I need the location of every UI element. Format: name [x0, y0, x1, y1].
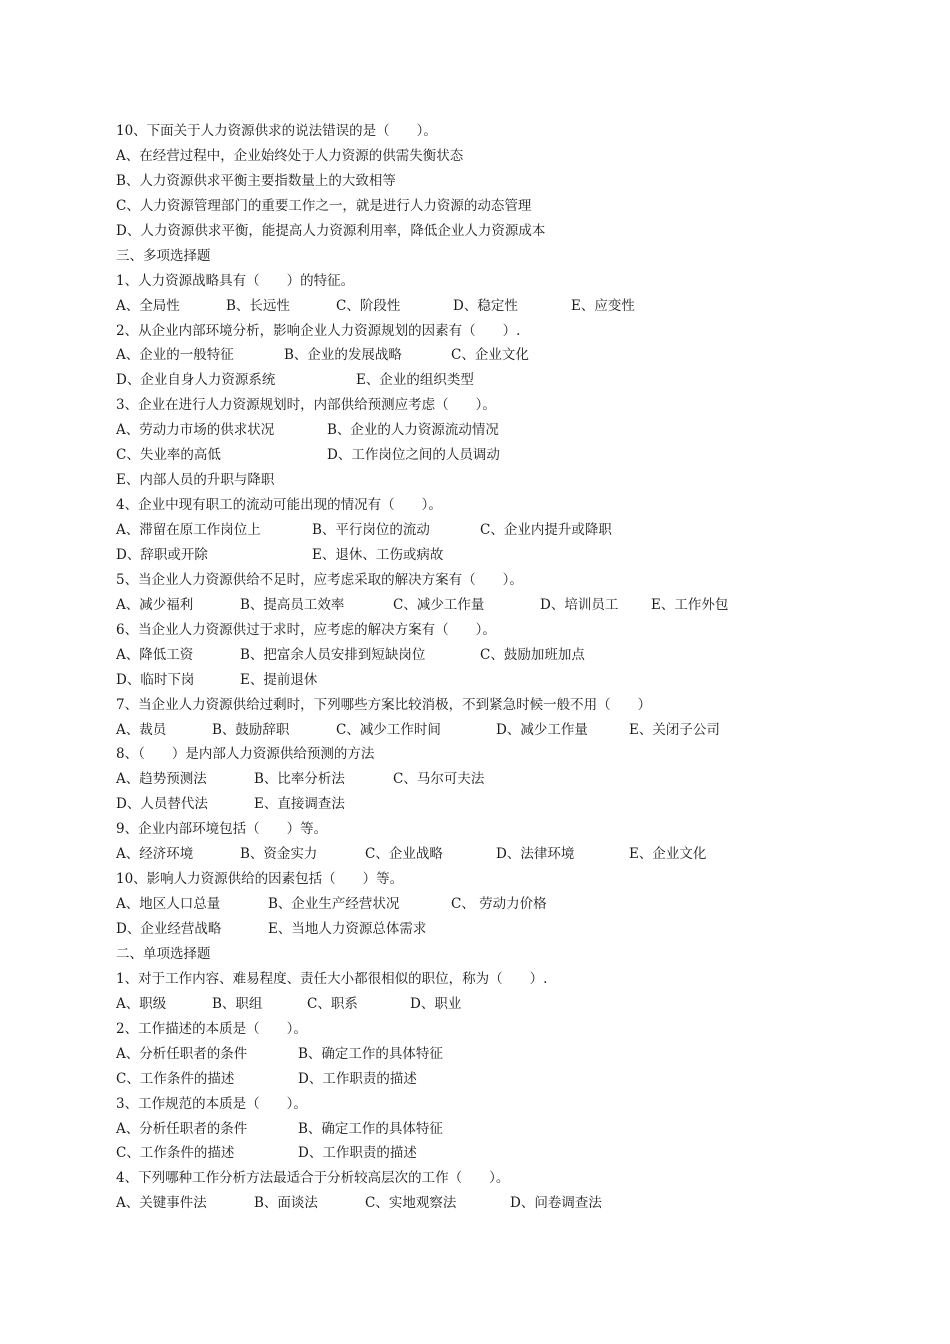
question-text: 10、下面关于人力资源供求的说法错误的是（ ）。 [116, 123, 437, 139]
answer-options-line [116, 518, 836, 543]
answer-options-line [116, 842, 836, 867]
question-text: 4、企业中现有职工的流动可能出现的情况有（ ）。 [116, 497, 442, 514]
option-text: C、阶段性 [336, 297, 401, 314]
option-text: D、企业经营战略 [116, 921, 222, 937]
section-heading: 二、单项选择题 [116, 945, 211, 962]
option-text: B、鼓励辞职 [212, 721, 290, 738]
option-text: B、把富余人员安排到短缺岗位 [240, 646, 426, 663]
option-text: C、减少工作时间 [336, 721, 441, 738]
option-text: B、企业的发展战略 [284, 347, 402, 364]
question-text-line [116, 867, 836, 892]
option-text: A、趋势预测法 [116, 771, 207, 788]
question-text-line [116, 1166, 836, 1191]
question-text-line [116, 493, 836, 518]
answer-options-line [116, 792, 836, 817]
option-text: A、经济环境 [116, 846, 194, 863]
option-text: A、降低工资 [116, 646, 194, 663]
option-text: C、工作条件的描述 [116, 1145, 235, 1162]
answer-options-line [116, 194, 836, 219]
option-text: A、裁员 [116, 721, 167, 738]
answer-options-line [116, 1191, 836, 1216]
option-text: D、工作职责的描述 [298, 1145, 417, 1162]
answer-options-line [116, 1042, 836, 1067]
question-text: 1、人力资源战略具有（ ）的特征。 [116, 272, 355, 289]
option-text: C、企业战略 [365, 846, 443, 863]
option-text: A、企业的一般特征 [116, 347, 234, 364]
option-text: D、减少工作量 [496, 721, 588, 738]
answer-options-line [116, 294, 836, 319]
option-text: D、法律环境 [496, 846, 575, 863]
answer-options-line [116, 917, 836, 942]
question-text: 2、工作描述的本质是（ ）。 [116, 1020, 307, 1037]
question-text-line [116, 269, 836, 294]
option-text: A、减少福利 [116, 596, 194, 613]
option-text: C、马尔可夫法 [393, 771, 485, 788]
question-text-line [116, 393, 836, 418]
question-text-line [116, 618, 836, 643]
option-text: B、平行岗位的流动 [312, 522, 430, 538]
question-text-line [116, 319, 836, 344]
section-heading-line [116, 244, 836, 269]
option-text: C、职系 [307, 995, 358, 1012]
option-text: A、分析任职者的条件 [116, 1045, 248, 1062]
option-text: E、提前退休 [240, 671, 318, 688]
answer-options-line [116, 1117, 836, 1142]
option-text: E、当地人力资源总体需求 [268, 921, 427, 937]
question-text: 1、对于工作内容、难易程度、责任大小都很相似的职位，称为（ ）. [116, 970, 548, 987]
question-text-line [116, 1092, 836, 1117]
option-text: C、鼓励加班加点 [480, 646, 585, 663]
answer-options-line [116, 343, 836, 368]
option-text: B、提高员工效率 [240, 596, 345, 613]
option-text: E、应变性 [571, 297, 635, 314]
answer-options-line [116, 543, 836, 568]
answer-options-line [116, 418, 836, 443]
answer-options-line [116, 144, 836, 169]
answer-options-line [116, 668, 836, 693]
option-text: D、人员替代法 [116, 796, 208, 813]
option-text: E、工作外包 [651, 596, 729, 613]
question-text: 9、企业内部环境包括（ ）等。 [116, 821, 328, 838]
option-text: E、直接调查法 [254, 796, 345, 813]
option-text: B、确定工作的具体特征 [298, 1045, 443, 1062]
question-text: 2、从企业内部环境分析，影响企业人力资源规划的因素有（ ）. [116, 322, 521, 339]
option-text: D、临时下岗 [116, 671, 195, 688]
section-heading-line [116, 942, 836, 967]
option-text: C、 劳动力价格 [451, 896, 547, 913]
answer-options: C、人力资源管理部门的重要工作之一，就是进行人力资源的动态管理 [116, 197, 532, 214]
option-text: A、劳动力市场的供求状况 [116, 422, 275, 439]
answer-options: A、在经营过程中，企业始终处于人力资源的供需失衡状态 [116, 147, 464, 164]
option-text: D、企业自身人力资源系统 [116, 372, 276, 389]
option-text: B、比率分析法 [254, 771, 345, 788]
question-text: 10、影响人力资源供给的因素包括（ ）等。 [116, 871, 404, 888]
option-text: A、关键事件法 [116, 1195, 207, 1212]
option-text: A、全局性 [116, 297, 180, 314]
option-text: C、企业文化 [451, 347, 529, 364]
answer-options-line [116, 718, 836, 743]
option-text: D、稳定性 [453, 297, 518, 314]
answer-options: D、人力资源供求平衡，能提高人力资源利用率，降低企业人力资源成本 [116, 222, 546, 239]
option-text: C、减少工作量 [393, 596, 485, 613]
option-text: D、工作岗位之间的人员调动 [327, 447, 500, 464]
answer-options: B、人力资源供求平衡主要指数量上的大致相等 [116, 172, 396, 189]
answer-options-line [116, 643, 836, 668]
option-text: B、企业生产经营状况 [268, 896, 400, 913]
option-text: A、分析任职者的条件 [116, 1120, 248, 1137]
option-text: D、辞职或开除 [116, 546, 208, 563]
question-text: 8、（ ）是内部人力资源供给预测的方法 [116, 746, 375, 763]
answer-options: E、内部人员的升职与降职 [116, 472, 275, 489]
answer-options-line [116, 992, 836, 1017]
question-text-line [116, 967, 836, 992]
question-text: 6、当企业人力资源供过于求时，应考虑的解决方案有（ ）。 [116, 621, 496, 638]
answer-options-line [116, 169, 836, 194]
option-text: A、地区人口总量 [116, 896, 221, 913]
option-text: B、企业的人力资源流动情况 [327, 422, 499, 439]
question-text: 3、工作规范的本质是（ ）。 [116, 1095, 307, 1112]
answer-options-line [116, 1067, 836, 1092]
option-text: D、工作职责的描述 [298, 1070, 417, 1087]
option-text: A、职级 [116, 995, 167, 1012]
answer-options-line [116, 1141, 836, 1166]
option-text: D、职业 [410, 995, 462, 1012]
option-text: E、企业文化 [629, 846, 707, 863]
answer-options-line [116, 468, 836, 493]
option-text: C、企业内提升或降职 [480, 522, 612, 538]
answer-options-line [116, 593, 836, 618]
option-text: C、实地观察法 [365, 1195, 457, 1212]
option-text: C、工作条件的描述 [116, 1070, 235, 1087]
question-text: 7、当企业人力资源供给过剩时，下列哪些方案比较消极，不到紧急时候一般不用（ ） [116, 696, 652, 713]
option-text: B、资金实力 [240, 846, 318, 863]
option-text: E、关闭子公司 [629, 721, 720, 738]
option-text: B、面谈法 [254, 1195, 318, 1212]
option-text: E、企业的组织类型 [356, 372, 474, 389]
section-heading: 三、多项选择题 [116, 247, 211, 264]
question-text-block [116, 119, 836, 1216]
question-text-line [116, 568, 836, 593]
answer-options-line [116, 767, 836, 792]
option-text: E、退休、工伤或病故 [312, 546, 444, 563]
question-text-line [116, 742, 836, 767]
question-text: 4、下列哪种工作分析方法最适合于分析较高层次的工作（ ）。 [116, 1170, 510, 1187]
question-text-line [116, 693, 836, 718]
option-text: B、职组 [212, 995, 263, 1012]
answer-options-line [116, 368, 836, 393]
option-text: B、长远性 [226, 297, 290, 314]
option-text: B、确定工作的具体特征 [298, 1120, 443, 1137]
question-text-line [116, 817, 836, 842]
answer-options-line [116, 219, 836, 244]
answer-options-line [116, 443, 836, 468]
question-text-line [116, 119, 836, 144]
option-text: C、失业率的高低 [116, 447, 221, 464]
question-text: 5、当企业人力资源供给不足时，应考虑采取的解决方案有（ ）。 [116, 571, 523, 588]
question-text: 3、企业在进行人力资源规划时，内部供给预测应考虑（ ）。 [116, 397, 496, 414]
option-text: D、培训员工 [540, 596, 619, 613]
question-text-line [116, 1017, 836, 1042]
answer-options-line [116, 892, 836, 917]
option-text: A、滞留在原工作岗位上 [116, 522, 261, 538]
option-text: D、问卷调查法 [510, 1195, 602, 1212]
